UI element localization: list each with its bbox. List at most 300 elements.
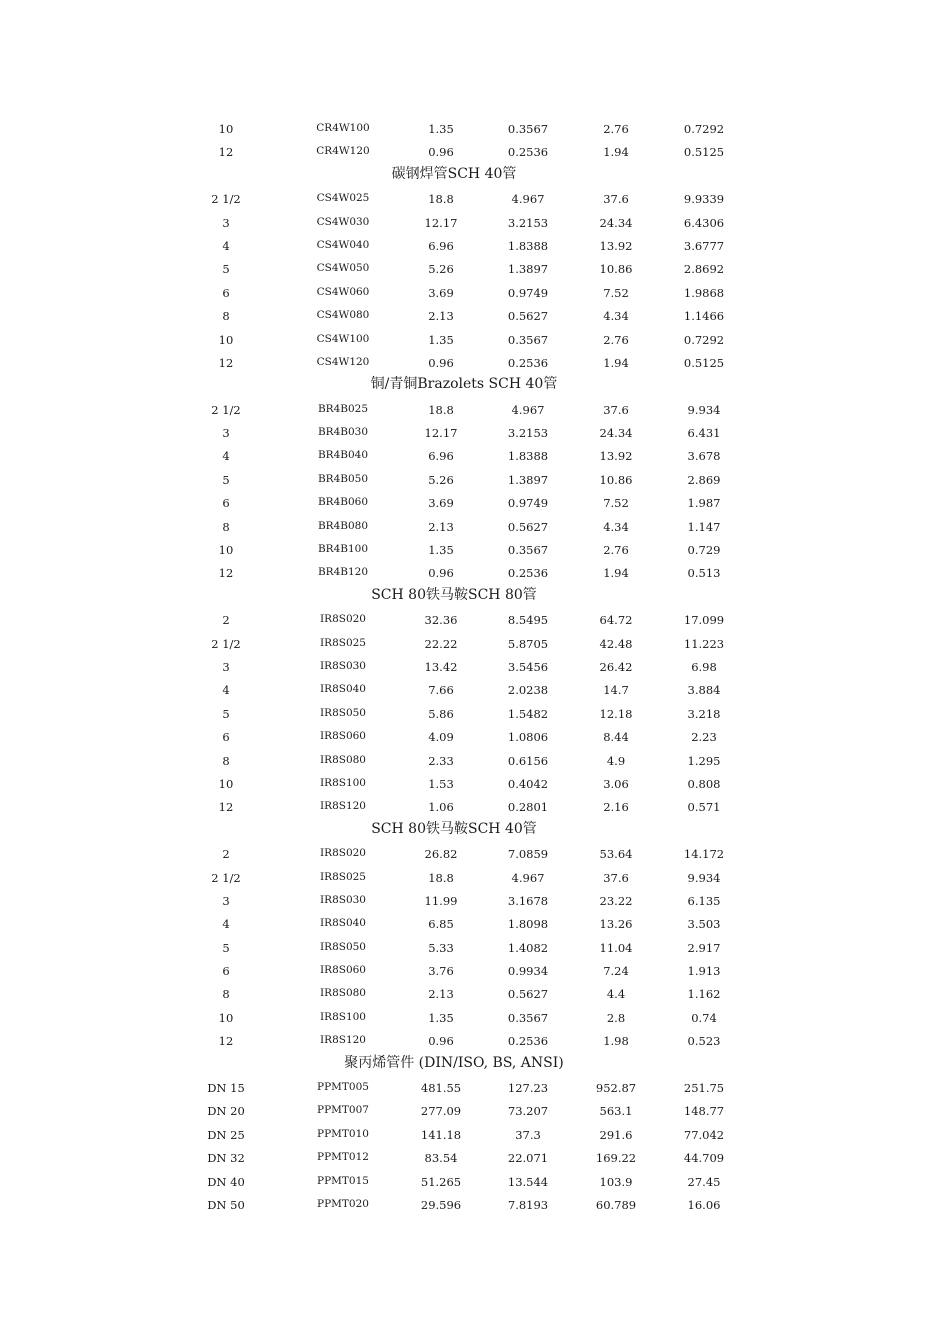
size-cell: 2 — [222, 613, 230, 628]
value-cell: 0.3567 — [507, 1010, 549, 1025]
code-cell: IR8S040 — [320, 683, 366, 696]
value-cell: 12.17 — [424, 426, 458, 441]
value-cell: 3.218 — [687, 706, 721, 721]
size-cell: DN 15 — [207, 1081, 245, 1096]
value-cell: 4.967 — [511, 870, 545, 885]
value-cell: 37.6 — [603, 870, 629, 885]
value-cell: 29.596 — [420, 1197, 462, 1212]
value-cell: 7.0859 — [507, 847, 549, 862]
value-cell: 563.1 — [599, 1104, 633, 1119]
table-row — [0, 539, 950, 562]
value-cell: 2.0238 — [507, 683, 549, 698]
value-cell: 1.162 — [687, 987, 721, 1002]
value-cell: 11.99 — [424, 893, 458, 908]
value-cell: 1.06 — [428, 800, 454, 815]
value-cell: 2.13 — [428, 987, 454, 1002]
table-row — [0, 562, 950, 585]
size-cell: DN 32 — [207, 1151, 245, 1166]
value-cell: 0.9934 — [507, 964, 549, 979]
value-cell: 0.2801 — [507, 800, 549, 815]
value-cell: 1.1466 — [683, 309, 725, 324]
value-cell: 37.6 — [603, 192, 629, 207]
size-cell: 8 — [222, 309, 230, 324]
value-cell: 13.92 — [599, 238, 633, 253]
value-cell: 0.9749 — [507, 285, 549, 300]
code-cell: CS4W030 — [316, 215, 370, 228]
table-row — [0, 188, 950, 211]
size-cell: DN 20 — [207, 1104, 245, 1119]
value-cell: 13.92 — [599, 449, 633, 464]
value-cell: 169.22 — [595, 1151, 637, 1166]
value-cell: 7.52 — [603, 496, 629, 511]
section-title — [0, 375, 950, 398]
code-cell: BR4B060 — [317, 496, 369, 509]
value-cell: 141.18 — [420, 1127, 462, 1142]
code-cell: IR8S100 — [320, 776, 366, 789]
value-cell: 51.265 — [420, 1174, 462, 1189]
size-cell: 12 — [218, 1034, 234, 1049]
size-cell: 6 — [222, 496, 230, 511]
code-cell: PPMT007 — [317, 1104, 369, 1117]
value-cell: 1.35 — [428, 1010, 454, 1025]
table-row — [0, 1171, 950, 1194]
value-cell: 1.0806 — [507, 730, 549, 745]
size-cell: 5 — [222, 472, 230, 487]
value-cell: 18.8 — [428, 402, 454, 417]
section-title — [0, 586, 950, 609]
table-row — [0, 445, 950, 468]
value-cell: 2.76 — [603, 332, 629, 347]
code-cell: CS4W100 — [316, 332, 370, 345]
value-cell: 0.4042 — [507, 776, 549, 791]
value-cell: 0.2536 — [507, 355, 549, 370]
code-cell: IR8S050 — [320, 706, 366, 719]
value-cell: 952.87 — [595, 1081, 637, 1096]
value-cell: 1.913 — [687, 964, 721, 979]
code-cell: PPMT010 — [317, 1127, 369, 1140]
value-cell: 37.6 — [603, 402, 629, 417]
size-cell: 10 — [218, 1010, 234, 1025]
table-row — [0, 913, 950, 936]
value-cell: 2.33 — [428, 753, 454, 768]
table-row — [0, 633, 950, 656]
size-cell: DN 40 — [207, 1174, 245, 1189]
value-cell: 0.2536 — [507, 145, 549, 160]
table-row — [0, 843, 950, 866]
code-cell: IR8S060 — [320, 964, 366, 977]
value-cell: 0.729 — [687, 543, 721, 558]
table-row — [0, 867, 950, 890]
value-cell: 3.76 — [428, 964, 454, 979]
value-cell: 16.06 — [687, 1197, 721, 1212]
table-row — [0, 516, 950, 539]
table-row — [0, 890, 950, 913]
value-cell: 9.934 — [687, 870, 721, 885]
value-cell: 0.5125 — [683, 355, 725, 370]
value-cell: 103.9 — [599, 1174, 633, 1189]
value-cell: 277.09 — [420, 1104, 462, 1119]
section-title-text: 碳钢焊管SCH 40管 — [391, 165, 517, 182]
value-cell: 6.135 — [687, 893, 721, 908]
value-cell: 4.34 — [603, 309, 629, 324]
value-cell: 22.071 — [507, 1151, 549, 1166]
code-cell: CS4W060 — [316, 285, 370, 298]
value-cell: 1.35 — [428, 122, 454, 136]
code-cell: IR8S025 — [320, 636, 366, 649]
value-cell: 18.8 — [428, 192, 454, 207]
value-cell: 18.8 — [428, 870, 454, 885]
table-row — [0, 235, 950, 258]
value-cell: 12.17 — [424, 215, 458, 230]
table-row — [0, 492, 950, 515]
value-cell: 9.934 — [687, 402, 721, 417]
value-cell: 127.23 — [507, 1081, 549, 1096]
table-row — [0, 703, 950, 726]
value-cell: 0.96 — [428, 145, 454, 160]
value-cell: 24.34 — [599, 215, 633, 230]
value-cell: 7.52 — [603, 285, 629, 300]
value-cell: 1.35 — [428, 332, 454, 347]
value-cell: 23.22 — [599, 893, 633, 908]
section-title — [0, 1054, 950, 1077]
value-cell: 44.709 — [683, 1151, 725, 1166]
size-cell: 5 — [222, 706, 230, 721]
value-cell: 148.77 — [683, 1104, 725, 1119]
size-cell: 6 — [222, 964, 230, 979]
code-cell: IR8S030 — [320, 659, 366, 672]
value-cell: 60.789 — [595, 1197, 637, 1212]
value-cell: 0.571 — [687, 800, 721, 815]
value-cell: 3.69 — [428, 285, 454, 300]
value-cell: 0.96 — [428, 566, 454, 581]
value-cell: 1.5482 — [507, 706, 549, 721]
value-cell: 77.042 — [683, 1127, 725, 1142]
section-title — [0, 165, 950, 188]
value-cell: 3.6777 — [683, 238, 725, 253]
value-cell: 83.54 — [424, 1151, 458, 1166]
code-cell: CS4W050 — [316, 262, 370, 275]
size-cell: 12 — [218, 566, 234, 581]
value-cell: 3.1678 — [507, 893, 549, 908]
code-cell: IR8S020 — [320, 613, 366, 626]
value-cell: 481.55 — [420, 1081, 462, 1096]
code-cell: CS4W080 — [316, 309, 370, 322]
value-cell: 1.8388 — [507, 449, 549, 464]
value-cell: 6.98 — [691, 659, 717, 674]
table-row — [0, 750, 950, 773]
section-title-text: 铜/青铜Brazolets SCH 40管 — [370, 376, 558, 393]
value-cell: 0.5627 — [507, 519, 549, 534]
code-cell: IR8S050 — [320, 940, 366, 953]
value-cell: 0.3567 — [507, 122, 549, 136]
value-cell: 12.18 — [599, 706, 633, 721]
value-cell: 6.85 — [428, 917, 454, 932]
code-cell: IR8S020 — [320, 847, 366, 860]
document-page — [0, 118, 950, 1217]
value-cell: 2.8 — [606, 1010, 626, 1025]
value-cell: 0.3567 — [507, 543, 549, 558]
size-cell: DN 25 — [207, 1127, 245, 1142]
code-cell: BR4B050 — [317, 472, 369, 485]
size-cell: 10 — [218, 776, 234, 791]
code-cell: CR4W100 — [316, 122, 370, 134]
size-cell: 5 — [222, 262, 230, 277]
code-cell: PPMT020 — [317, 1197, 369, 1210]
value-cell: 4.967 — [511, 192, 545, 207]
code-cell: PPMT012 — [317, 1151, 369, 1164]
size-cell: 4 — [222, 449, 230, 464]
table-row — [0, 258, 950, 281]
value-cell: 2.76 — [603, 543, 629, 558]
value-cell: 1.94 — [603, 355, 629, 370]
value-cell: 1.35 — [428, 543, 454, 558]
table-row — [0, 399, 950, 422]
section-title — [0, 820, 950, 843]
value-cell: 1.94 — [603, 566, 629, 581]
table-row — [0, 1194, 950, 1217]
value-cell: 4.967 — [511, 402, 545, 417]
table-row — [0, 118, 950, 141]
size-cell: 3 — [222, 215, 230, 230]
value-cell: 14.7 — [603, 683, 629, 698]
value-cell: 1.53 — [428, 776, 454, 791]
value-cell: 2.16 — [603, 800, 629, 815]
size-cell: 3 — [222, 426, 230, 441]
code-cell: PPMT015 — [317, 1174, 369, 1187]
section-title-text: 聚丙烯管件 (DIN/ISO, BS, ANSI) — [344, 1054, 564, 1071]
value-cell: 3.678 — [687, 449, 721, 464]
value-cell: 0.513 — [687, 566, 721, 581]
value-cell: 6.431 — [687, 426, 721, 441]
code-cell: IR8S030 — [320, 893, 366, 906]
size-cell: 10 — [218, 122, 234, 136]
table-row — [0, 1100, 950, 1123]
value-cell: 7.24 — [603, 964, 629, 979]
value-cell: 7.8193 — [507, 1197, 549, 1212]
value-cell: 14.172 — [683, 847, 725, 862]
table-row — [0, 1077, 950, 1100]
size-cell: 12 — [218, 800, 234, 815]
section-title-text: SCH 80铁马鞍SCH 40管 — [371, 820, 537, 837]
table-row — [0, 937, 950, 960]
value-cell: 1.295 — [687, 753, 721, 768]
code-cell: BR4B120 — [317, 566, 369, 579]
value-cell: 6.96 — [428, 238, 454, 253]
code-cell: CS4W025 — [316, 192, 370, 205]
size-cell: 10 — [218, 543, 234, 558]
value-cell: 0.7292 — [683, 332, 725, 347]
value-cell: 2.23 — [691, 730, 717, 745]
size-cell: 6 — [222, 285, 230, 300]
table-row — [0, 796, 950, 819]
value-cell: 4.4 — [606, 987, 626, 1002]
value-cell: 11.223 — [683, 636, 725, 651]
value-cell: 3.503 — [687, 917, 721, 932]
size-cell: 6 — [222, 730, 230, 745]
value-cell: 7.66 — [428, 683, 454, 698]
value-cell: 2.76 — [603, 122, 629, 136]
size-cell: 5 — [222, 940, 230, 955]
code-cell: IR8S025 — [320, 870, 366, 883]
size-cell: 12 — [218, 355, 234, 370]
value-cell: 27.45 — [687, 1174, 721, 1189]
table-row — [0, 1124, 950, 1147]
value-cell: 0.2536 — [507, 1034, 549, 1049]
value-cell: 1.94 — [603, 145, 629, 160]
value-cell: 64.72 — [599, 613, 633, 628]
value-cell: 5.86 — [428, 706, 454, 721]
table-row — [0, 1007, 950, 1030]
value-cell: 0.9749 — [507, 496, 549, 511]
size-cell: 2 1/2 — [211, 192, 241, 207]
code-cell: IR8S080 — [320, 753, 366, 766]
value-cell: 3.884 — [687, 683, 721, 698]
value-cell: 1.987 — [687, 496, 721, 511]
table-row — [0, 305, 950, 328]
value-cell: 26.82 — [424, 847, 458, 862]
code-cell: IR8S120 — [320, 800, 366, 813]
value-cell: 10.86 — [599, 472, 633, 487]
value-cell: 2.8692 — [683, 262, 725, 277]
value-cell: 251.75 — [683, 1081, 725, 1096]
value-cell: 9.9339 — [683, 192, 725, 207]
value-cell: 3.5456 — [507, 659, 549, 674]
value-cell: 3.69 — [428, 496, 454, 511]
value-cell: 11.04 — [599, 940, 633, 955]
value-cell: 0.2536 — [507, 566, 549, 581]
value-cell: 1.4082 — [507, 940, 549, 955]
value-cell: 17.099 — [683, 613, 725, 628]
section-title-text: SCH 80铁马鞍SCH 80管 — [371, 586, 537, 603]
table-row — [0, 422, 950, 445]
size-cell: 3 — [222, 893, 230, 908]
value-cell: 2.13 — [428, 519, 454, 534]
table-row — [0, 469, 950, 492]
value-cell: 22.22 — [424, 636, 458, 651]
value-cell: 0.3567 — [507, 332, 549, 347]
code-cell: BR4B100 — [317, 543, 369, 556]
value-cell: 0.808 — [687, 776, 721, 791]
value-cell: 6.96 — [428, 449, 454, 464]
value-cell: 8.44 — [603, 730, 629, 745]
value-cell: 53.64 — [599, 847, 633, 862]
value-cell: 37.3 — [515, 1127, 541, 1142]
code-cell: CR4W120 — [316, 145, 370, 158]
table-row — [0, 282, 950, 305]
table-row — [0, 983, 950, 1006]
table-row — [0, 609, 950, 632]
size-cell: 8 — [222, 519, 230, 534]
value-cell: 5.26 — [428, 262, 454, 277]
code-cell: IR8S040 — [320, 917, 366, 930]
value-cell: 1.8098 — [507, 917, 549, 932]
size-cell: 8 — [222, 987, 230, 1002]
code-cell: CS4W040 — [316, 238, 370, 251]
value-cell: 3.2153 — [507, 215, 549, 230]
size-cell: 2 1/2 — [211, 636, 241, 651]
value-cell: 10.86 — [599, 262, 633, 277]
value-cell: 3.06 — [603, 776, 629, 791]
value-cell: 4.34 — [603, 519, 629, 534]
value-cell: 3.2153 — [507, 426, 549, 441]
table-row — [0, 656, 950, 679]
value-cell: 73.207 — [507, 1104, 549, 1119]
value-cell: 8.5495 — [507, 613, 549, 628]
value-cell: 0.96 — [428, 355, 454, 370]
value-cell: 0.5627 — [507, 309, 549, 324]
size-cell: 2 — [222, 847, 230, 862]
value-cell: 1.8388 — [507, 238, 549, 253]
value-cell: 2.13 — [428, 309, 454, 324]
size-cell: 2 1/2 — [211, 402, 241, 417]
value-cell: 5.8705 — [507, 636, 549, 651]
table-row — [0, 141, 950, 164]
value-cell: 1.147 — [687, 519, 721, 534]
code-cell: IR8S100 — [320, 1010, 366, 1023]
value-cell: 5.33 — [428, 940, 454, 955]
code-cell: PPMT005 — [317, 1081, 369, 1094]
table-row — [0, 773, 950, 796]
value-cell: 32.36 — [424, 613, 458, 628]
value-cell: 0.74 — [691, 1010, 717, 1025]
table-row — [0, 212, 950, 235]
value-cell: 0.5125 — [683, 145, 725, 160]
table-row — [0, 1147, 950, 1170]
code-cell: IR8S060 — [320, 730, 366, 743]
table-row — [0, 329, 950, 352]
value-cell: 4.09 — [428, 730, 454, 745]
value-cell: 6.4306 — [683, 215, 725, 230]
value-cell: 291.6 — [599, 1127, 633, 1142]
value-cell: 2.917 — [687, 940, 721, 955]
value-cell: 13.544 — [507, 1174, 549, 1189]
size-cell: 2 1/2 — [211, 870, 241, 885]
code-cell: IR8S080 — [320, 987, 366, 1000]
size-cell: 4 — [222, 683, 230, 698]
value-cell: 42.48 — [599, 636, 633, 651]
table-row — [0, 679, 950, 702]
size-cell: 8 — [222, 753, 230, 768]
size-cell: 4 — [222, 917, 230, 932]
value-cell: 0.96 — [428, 1034, 454, 1049]
value-cell: 1.9868 — [683, 285, 725, 300]
code-cell: IR8S120 — [320, 1034, 366, 1047]
value-cell: 1.98 — [603, 1034, 629, 1049]
size-cell: DN 50 — [207, 1197, 245, 1212]
value-cell: 0.523 — [687, 1034, 721, 1049]
size-cell: 12 — [218, 145, 234, 160]
size-cell: 4 — [222, 238, 230, 253]
value-cell: 0.7292 — [683, 122, 725, 136]
table-row — [0, 1030, 950, 1053]
value-cell: 1.3897 — [507, 262, 549, 277]
size-cell: 10 — [218, 332, 234, 347]
value-cell: 0.5627 — [507, 987, 549, 1002]
code-cell: CS4W120 — [316, 355, 370, 368]
value-cell: 26.42 — [599, 659, 633, 674]
code-cell: BR4B080 — [317, 519, 369, 532]
value-cell: 1.3897 — [507, 472, 549, 487]
code-cell: BR4B040 — [317, 449, 369, 462]
code-cell: BR4B030 — [317, 426, 369, 439]
value-cell: 24.34 — [599, 426, 633, 441]
table-row — [0, 726, 950, 749]
value-cell: 13.26 — [599, 917, 633, 932]
table-row — [0, 960, 950, 983]
value-cell: 13.42 — [424, 659, 458, 674]
table-row — [0, 352, 950, 375]
code-cell: BR4B025 — [317, 402, 369, 415]
